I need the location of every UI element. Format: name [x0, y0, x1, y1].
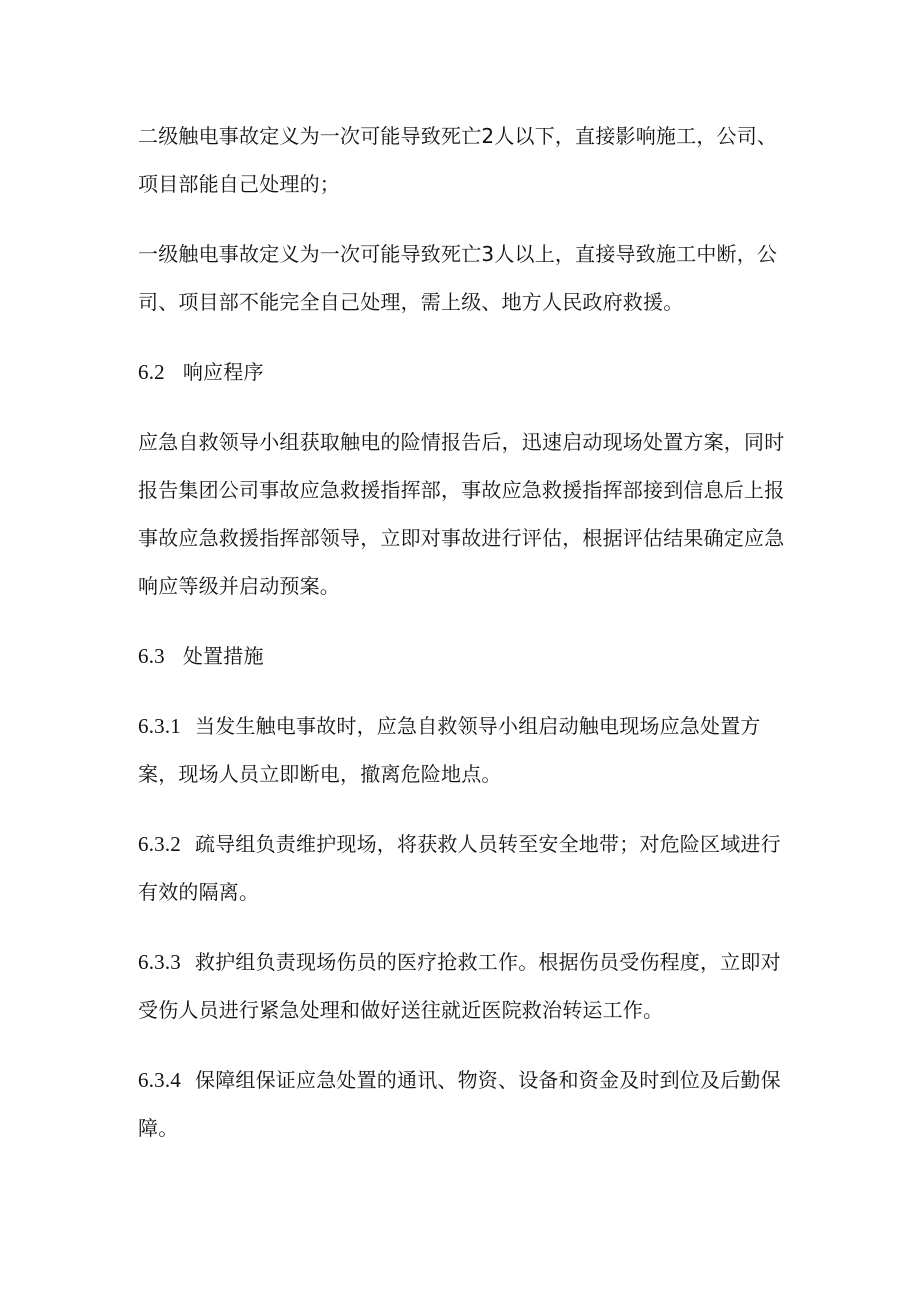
section-number: 6.3 — [138, 644, 165, 668]
item-text: 疏导组负责维护现场，将获救人员转至安全地带；对危险区域进行有效的隔离。 — [138, 832, 781, 904]
document-body — [138, 112, 794, 1152]
item-text: 救护组负责现场伤员的医疗抢救工作。根据伤员受伤程度，立即对受伤人员进行紧急处理和做好送往就近医院救治转运工作。 — [138, 950, 781, 1022]
paragraph-gap — [138, 916, 794, 938]
measure-item-6-3-4 — [138, 1056, 794, 1152]
paragraph-gap — [138, 680, 794, 702]
measure-item-6-3-2 — [138, 820, 794, 916]
section-heading-6-2 — [138, 348, 794, 396]
paragraph-gap — [138, 610, 794, 632]
paragraph-gap — [138, 326, 794, 348]
item-text: 保障组保证应急处置的通讯、物资、设备和资金及时到位及后勤保障。 — [138, 1068, 781, 1140]
item-number: 6.3.3 — [138, 950, 181, 974]
item-number: 6.3.2 — [138, 832, 181, 856]
section-heading-6-3 — [138, 632, 794, 680]
section-title: 处置措施 — [182, 644, 264, 668]
paragraph-response-procedure: 应急自救领导小组获取触电的险情报告后，迅速启动现场处置方案，同时报告集团公司事故应急救援指挥部，事故应急救援指挥部接到信息后上报事故应急救援指挥部领导，立即对事故进行评估，根据评估结果确定应急响应等级并启动预案。 — [138, 430, 785, 598]
item-text: 当发生触电事故时，应急自救领导小组启动触电现场应急处置方案，现场人员立即断电，撤离危险地点。 — [138, 714, 761, 786]
item-number: 6.3.1 — [138, 714, 181, 738]
paragraph-level-2-accident: 二级触电事故定义为一次可能导致死亡2人以下，直接影响施工，公司、项目部能自己处理的； — [138, 124, 778, 196]
measure-item-6-3-1 — [138, 702, 794, 798]
paragraph-gap — [138, 798, 794, 820]
paragraph-gap — [138, 1034, 794, 1056]
paragraph-gap — [138, 208, 794, 230]
item-number: 6.3.4 — [138, 1068, 181, 1092]
paragraph-gap — [138, 396, 794, 418]
paragraph-level-1-accident: 一级触电事故定义为一次可能导致死亡3人以上，直接导致施工中断，公司、项目部不能完全自己处理，需上级、地方人民政府救援。 — [138, 242, 778, 314]
measure-item-6-3-3 — [138, 938, 794, 1034]
section-title: 响应程序 — [182, 360, 264, 384]
section-number: 6.2 — [138, 360, 165, 384]
